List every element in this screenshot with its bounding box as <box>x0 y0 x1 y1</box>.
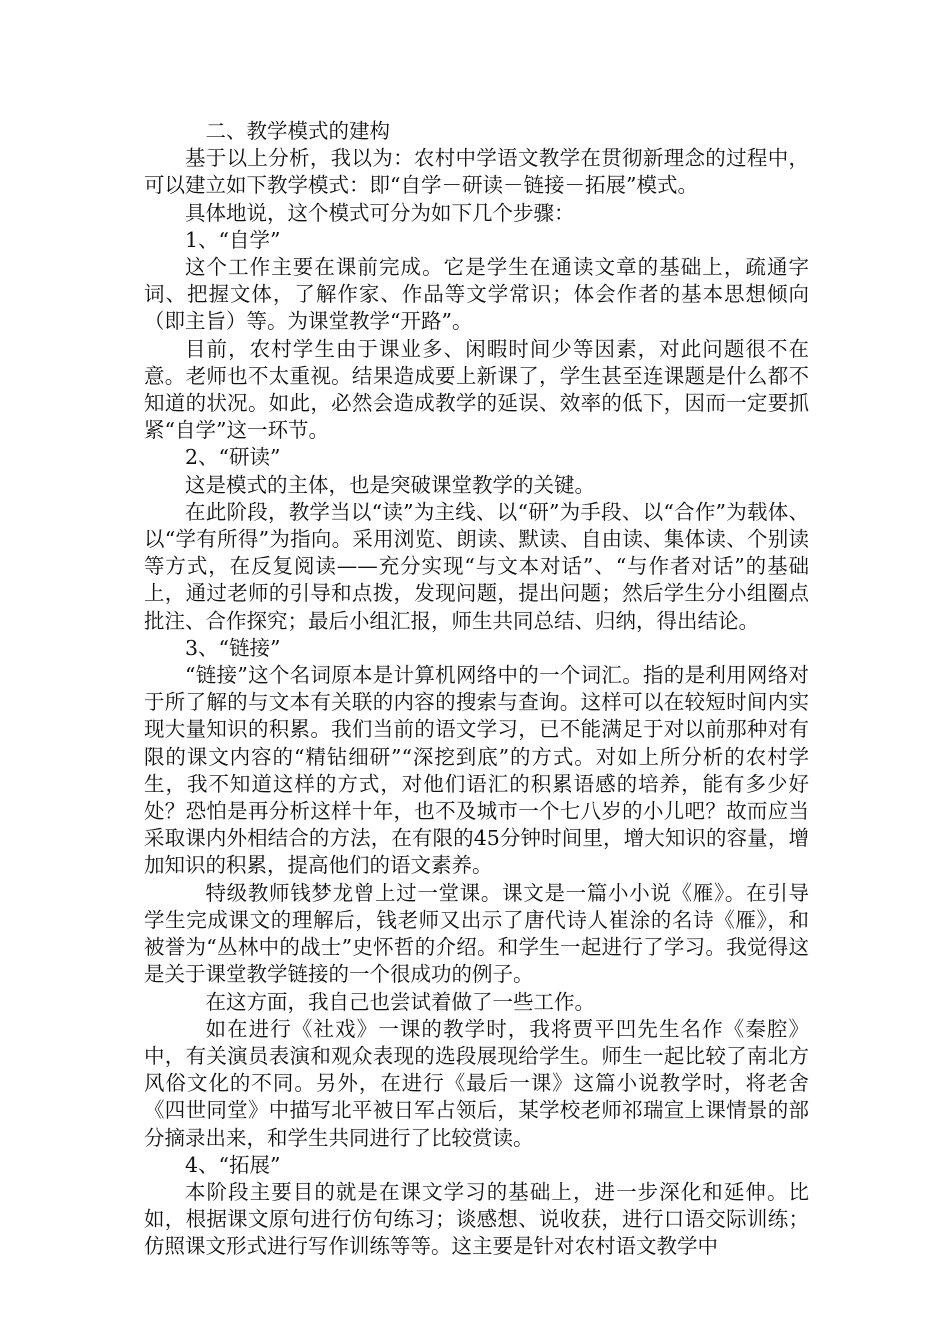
paragraph-study-reading-1: 这是模式的主体，也是突破课堂教学的关键。 <box>185 472 595 497</box>
step-heading-extend: 4、“拓展” <box>185 1152 281 1177</box>
paragraph-study-reading-2: 在此阶段，教学当以“读”为主线、以“研”为手段、以“合作”为载体、以“学有所得”为指向。采用浏览、朗读、默读、自由读、集体读、个别读等方式，在反复阅读——充分实现“与文本对话”、“与作者对话”的基础上，通过老师的引导和点拨，发现问题，提出问题；然后学生分小组圈点批注、合作探究；最后小组汇报，师生共同总结、归纳，得出结论。 <box>144 499 809 633</box>
paragraph-self-study-2: 目前，农村学生由于课业多、闲暇时间少等因素，对此问题很不在意。老师也不太重视。结果造成要上新课了，学生甚至连课题是什么都不知道的状况。如此，必然会造成教学的延误、效率的低下，因而一定要抓紧“自学”这一环节。 <box>144 336 809 443</box>
paragraph-link-3: 在这方面，我自己也尝试着做了一些工作。 <box>205 989 595 1014</box>
step-heading-self-study: 1、“自学” <box>185 227 281 252</box>
section-heading: 二、教学模式的建构 <box>205 119 390 143</box>
paragraph-steps-intro: 具体地说，这个模式可分为如下几个步骤： <box>185 200 575 225</box>
document-body <box>144 118 809 1261</box>
paragraph-link-2: 特级教师钱梦龙曾上过一堂课。课文是一篇小小说《雁》。在引导学生完成课文的理解后，钱老师又出示了唐代诗人崔涂的名诗《雁》，和被誉为“丛林中的战士”史怀哲的介绍。和学生一起进行了学习。我觉得这是关于课堂教学链接的一个很成功的例子。 <box>144 880 809 987</box>
paragraph-self-study-1: 这个工作主要在课前完成。它是学生在通读文章的基础上，疏通字词、把握文体，了解作家、作品等文学常识；体会作者的基本思想倾向（即主旨）等。为课堂教学“开路”。 <box>144 255 809 334</box>
step-heading-study-reading: 2、“研读” <box>185 445 281 470</box>
paragraph-extend-1: 本阶段主要目的就是在课文学习的基础上，进一步深化和延伸。比如，根据课文原句进行仿句练习；谈感想、说收获，进行口语交际训练；仿照课文形式进行写作训练等等。这主要是针对农村语文教学中 <box>144 1179 809 1259</box>
paragraph-intro: 基于以上分析，我以为：农村中学语文教学在贯彻新理念的过程中，可以建立如下教学模式：即“自学－研读－链接－拓展”模式。 <box>144 146 809 198</box>
paragraph-link-1: “链接”这个名词原本是计算机网络中的一个词汇。指的是利用网络对于所了解的与文本有关联的内容的搜索与查询。这样可以在较短时间内实现大量知识的积累。我们当前的语文学习，已不能满足于对以前那种对有限的课文内容的“精钻细研”“深挖到底”的方式。对如上所分析的农村学生，我不知道这样的方式，对他们语汇的积累语感的培养，能有多少好处？恐怕是再分析这样十年，也不及城市一个七八岁的小儿吧？故而应当采取课内外相结合的方法，在有限的45分钟时间里，增大知识的容量，增加知识的积累，提高他们的语文素养。 <box>144 663 809 878</box>
paragraph-link-4: 如在进行《社戏》一课的教学时，我将贾平凹先生名作《秦腔》中，有关演员表演和观众表现的选段展现给学生。师生一起比较了南北方风俗文化的不同。另外，在进行《最后一课》这篇小说教学时，将老舍《四世同堂》中描写北平被日军占领后，某学校老师祁瑞宣上课情景的部分摘录出来，和学生共同进行了比较赏读。 <box>144 1016 809 1150</box>
step-heading-link: 3、“链接” <box>185 635 281 660</box>
